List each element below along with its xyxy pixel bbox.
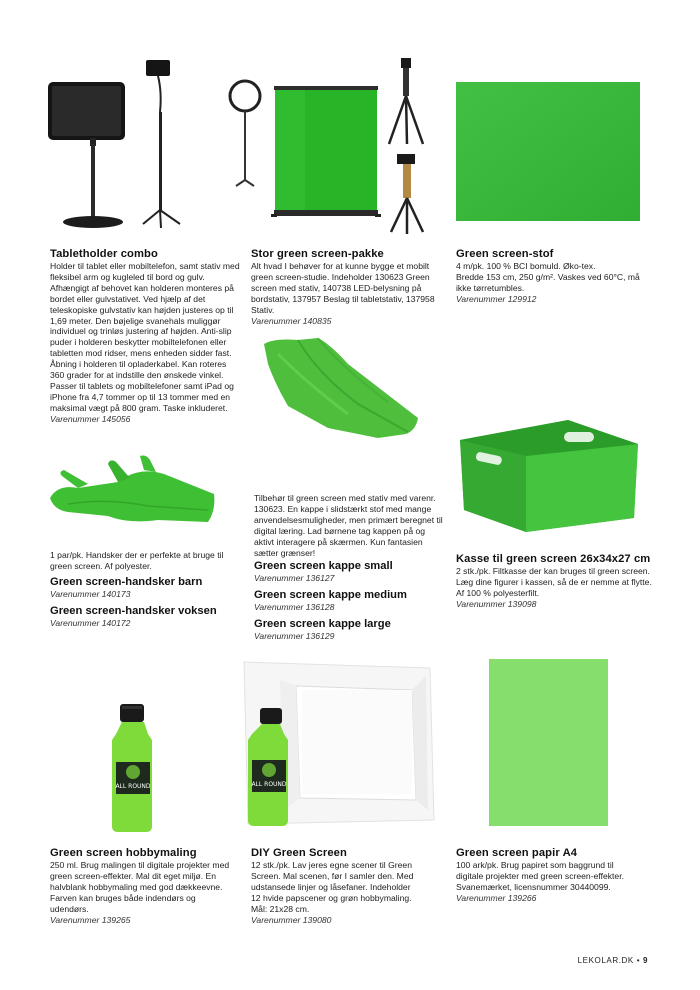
paper-item: Varenummer 139266: [456, 892, 537, 903]
cape-small-title: Green screen kappe small: [254, 560, 393, 573]
page-footer: [578, 956, 648, 965]
gloves-block: [50, 550, 230, 629]
tablet-holder-desc: Holder til tablet eller mobiltelefon, samt stativ med fleksibel arm og kugleled til bord og gulv. Afhængigt af behovet kan holderen monteres på bordet eller gulvstativet. Ved hjælp af det teleskopiske gulvstativ kan højden justeres op til 1,69 meter. Den bøjelige svanehals muliggør individuel og trinløs justering af højden. Anti-slip puder i holderen beskytter mobiltelefonen eller tabletten mod ridser, mens enheden sidder fast. Åbning i holderen til opladerkabel. Kan roteres 360 grader for at indstille den ønskede vinkel. Passer til tablets og mobiltelefoner samt iPad og iPhone fra 4,7 tommer op til 13 tommer med en maksimal vægt på 800 gram. Taske inkluderet.: [50, 261, 240, 413]
tablet-holder-title: Tabletholder combo: [50, 248, 158, 260]
paper-desc: 100 ark/pk. Brug papiret som baggrund til digitale projekter med green screen-effekter. Svanemærket, licensnummer 30440099.: [456, 860, 624, 892]
diy-image: [240, 660, 438, 828]
tablet-holder-item: Varenummer 145056: [50, 413, 131, 424]
cape-block: [254, 493, 444, 642]
tablet-holder-block: [50, 248, 240, 425]
diy-item: Varenummer 139080: [251, 914, 332, 925]
page-number: 9: [642, 956, 648, 965]
cape-large-title: Green screen kappe large: [254, 618, 391, 631]
kit-block: [251, 248, 441, 326]
gloves-image: [48, 454, 218, 530]
fabric-desc-1: 4 m/pk. 100 % BCI bomuld. Øko-tex.: [456, 261, 596, 271]
gloves-kids-title: Green screen-handsker barn: [50, 575, 203, 588]
paint-desc: 250 ml. Brug malingen til digitale projekter med green screen-effekter. Mal dit eget miljø. En halvblank hobbymaling med god dækkeevne. Farven kan bruges både indendørs og udendørs.: [50, 860, 230, 914]
fabric-block: [456, 248, 646, 305]
box-image: [456, 414, 642, 534]
paint-bottle-image: [108, 704, 158, 832]
diy-bottle-label: ALL ROUND: [251, 781, 287, 788]
cape-small-item: Varenummer 136127: [254, 573, 335, 584]
footer-separator: •: [636, 956, 641, 965]
kit-desc: Alt hvad I behøver for at kunne bygge et mobilt green screen-studie. Indeholder 130623 Green screen med stativ, 140738 LED-belysning på bordstativ, 137957 Beslag til tabletstativ, 137958 Stativ.: [251, 261, 435, 315]
cape-desc: Tilbehør til green screen med stativ med varenr. 130623. En kappe i slidstærkt stof med mange anvendelsesmuligheder, men primært beregnet til digital læring. Lad børnene tag kappen på og aktivt interagere på skærmen. Kun fantasien sætter grænser!: [254, 493, 443, 558]
fabric-title: Green screen-stof: [456, 248, 554, 260]
paint-title: Green screen hobbymaling: [50, 847, 197, 859]
paper-title: Green screen papir A4: [456, 847, 578, 859]
paint-bottle-label: ALL ROUND: [115, 783, 151, 790]
gloves-kids-item: Varenummer 140173: [50, 588, 131, 599]
box-desc: 2 stk./pk. Filtkasse der kan bruges til green screen. Læg dine figurer i kassen, så de er nemme at flytte. Af 100 % polyesterfilt.: [456, 566, 652, 598]
box-title: Kasse til green screen 26x34x27 cm: [456, 553, 651, 565]
paper-block: [456, 847, 642, 904]
gloves-adult-item: Varenummer 140172: [50, 617, 131, 628]
paint-item: Varenummer 139265: [50, 914, 131, 925]
gloves-desc: 1 par/pk. Handsker der er perfekte at bruge til green screen. Af polyester.: [50, 550, 224, 571]
kit-item: Varenummer 140835: [251, 315, 332, 326]
paint-block: [50, 847, 230, 925]
diy-block: [251, 847, 421, 925]
box-item: Varenummer 139098: [456, 598, 537, 609]
green-paper-image: [489, 659, 608, 826]
fabric-desc-2: Bredde 153 cm, 250 g/m². Vaskes ved 60°C, må ikke tørretumbles.: [456, 271, 640, 293]
box-block: [456, 553, 656, 610]
footer-brand: LEKOLAR.DK: [577, 956, 634, 965]
gloves-adult-title: Green screen-handsker voksen: [50, 604, 217, 617]
cape-image: [258, 334, 423, 446]
green-screen-kit-image: [225, 52, 425, 236]
diy-desc: 12 stk./pk. Lav jeres egne scener til Green Screen. Mal scenen, før I samler den. Med udstansede linjer og låsefaner. Indeholder 12 hvide papscener og grøn hobbymaling. Mål: 21x28 cm.: [251, 860, 414, 914]
kit-title: Stor green screen-pakke: [251, 248, 384, 260]
cape-medium-title: Green screen kappe medium: [254, 589, 407, 602]
fabric-item: Varenummer 129912: [456, 293, 537, 304]
tablet-holder-image: [40, 52, 190, 230]
cape-large-item: Varenummer 136129: [254, 631, 335, 642]
diy-title: DIY Green Screen: [251, 847, 347, 859]
cape-medium-item: Varenummer 136128: [254, 602, 335, 613]
green-fabric-image: [456, 82, 640, 221]
